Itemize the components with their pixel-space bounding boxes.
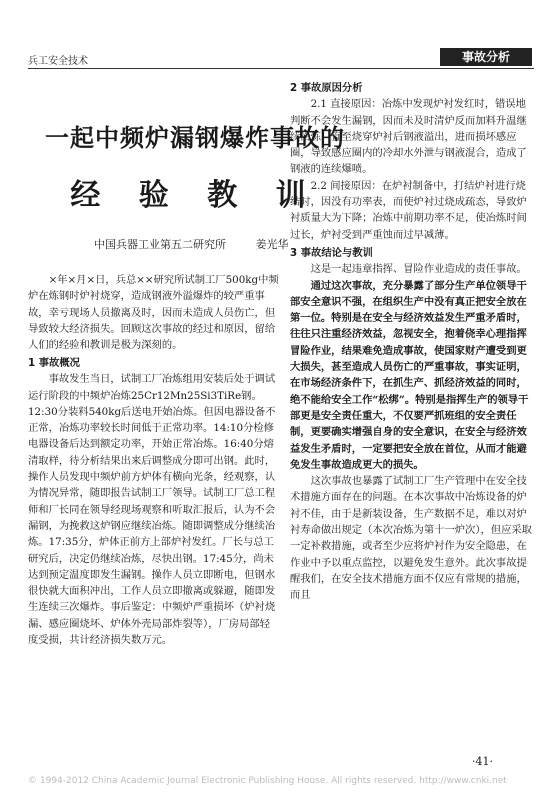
section3-conclusion: 这是一起违章指挥、冒险作业造成的责任事故。 — [310, 263, 527, 276]
journal-name: 兵工安全技术 — [28, 56, 88, 67]
page-number: ·41· — [472, 755, 493, 768]
left-column-section1 — [28, 355, 280, 648]
section3-lesson-leaders: 通过这次事故，充分暴露了部分生产单位领导干部安全意识不强，在组织生产中没有真正把安全放在第一位。特别是在安全与经济效益发生严重矛盾时，往往只注重经济效益，忽视安全，抱着侥幸心理指挥冒险作业，结果难免造成事故，使国家财产遭受到更大损失，甚至造成人员伤亡的严重事故，事实证明，在市场经济条件下，在抓生产、抓经济效益的同时，绝不能给安全工作“松绑”。特别是指挥生产的领导干部更是安全责任重大，不仅要严抓班组的安全责任制，更要确实增强自身的安全意识，在安全与经济效益发生矛盾时，一定要把安全放在首位，从而才能避免发生事故造成更大的损失。 — [290, 279, 529, 471]
author-name: 姜光华 — [255, 238, 289, 251]
section1-body: 事故发生当日，试制工厂冶炼组用安装后处于调试运行阶段的中频炉冶炼25Cr12Mn25Si3TiRe钢。12:30分装料540kg后送电开始冶炼。但因电器设备不正常，冶炼功率较长时间低于正常功率。14:10分检修电器设备后达到额定功率，开始正常冶炼。16:40分熔清取样，待分析结果出来后调整成分即可出钢。此时，操作人员发现中频炉前方炉体有横向光条，经观察，认为情况异常，随即报告试制工厂领导。试制工厂总工程师和厂长同在领导经现场观察和听取汇报后，认为不会漏钢，为挽救这炉钢应继续冶炼。随即调整成分继续冶炼。17:35分，炉体正前方上部炉衬发红。厂长与总工研究后，决定仍继续冶炼，尽快出钢。17:45分，尚未达到预定温度即发生漏钢。操作人员立即断电，但钢水很快就大面积冲出，工作人员立即撤离或躲避，随即发生连续三次爆炸。事后鉴定：中频炉严重损坏（炉衬烧漏、感应圈烧坏、炉体外壳局部炸裂等），厂房局部轻度受损，共计经济损失数万元。 — [28, 373, 276, 647]
article-title-line1: 一起中频炉漏钢爆炸事故的 — [45, 124, 345, 152]
article-title-line2: 经 验 教 训 — [70, 178, 320, 213]
copyright-footer: © 1994-2012 China Academic Journal Electronic Publishing House. All rights reserved. http://www.cnki.net — [28, 776, 507, 786]
section1-heading: 1 事故概况 — [28, 357, 80, 369]
right-column-section3 — [290, 245, 536, 604]
section2-direct-cause: 2.1 直接原因：冶炼中发现炉衬发红时，错误地判断不会发生漏钢，因而未及时清炉反而加料升温继续冶炼，直至烧穿炉衬后钢液溢出，进而损坏感应圈，导致感应圈内的冷却水外泄与钢液混合，造成了钢液的连续爆喷。 — [290, 98, 527, 176]
section-tag: 事故分析 — [440, 48, 532, 66]
section3-heading: 3 事故结论与教训 — [290, 247, 373, 259]
left-column-intro — [28, 272, 280, 353]
intro-paragraph: ×年×月×日，兵总××研究所试制工厂500kg中频炉在炼钢时炉衬烧穿，造成钢液外溢爆炸的较严重事故，幸亏现场人员撤离及时，因而未造成人员伤亡，但导致较大经济损失。回顾这次事故的经过和原因，留给人们的经验和教训是极为深刻的。 — [28, 274, 279, 352]
section2-indirect-cause: 2.2 间接原因：在炉衬制备中，打结炉衬进行烧结时，因没有功率表，而使炉衬过烧成疏态，导致炉衬质量大为下降；冶炼中前期功率不足，使冶炼时间过长，炉衬受到严重蚀而过早减薄。 — [290, 179, 527, 241]
section3-lesson-management: 这次事故也暴露了试制工厂生产管理中在安全技术措施方面存在的问题。在本次事故中冶炼设备的炉衬不佳，由于是新装设备，生产数据不足，难以对炉衬寿命做出规定（本次冶炼为第十一炉次），但应采取一定补救措施，或者至少应将炉衬作为安全隐患，在作业中予以重点监控，以避免发生意外。此次事故提醒我们，在安全技术措施方面不仅应有常规的措施，而且 — [290, 475, 532, 602]
header-rule — [28, 68, 534, 69]
author-organization: 中国兵器工业第五二研究所 — [94, 238, 226, 251]
right-column-section2 — [290, 80, 536, 243]
section2-heading: 2 事故原因分析 — [290, 82, 363, 94]
